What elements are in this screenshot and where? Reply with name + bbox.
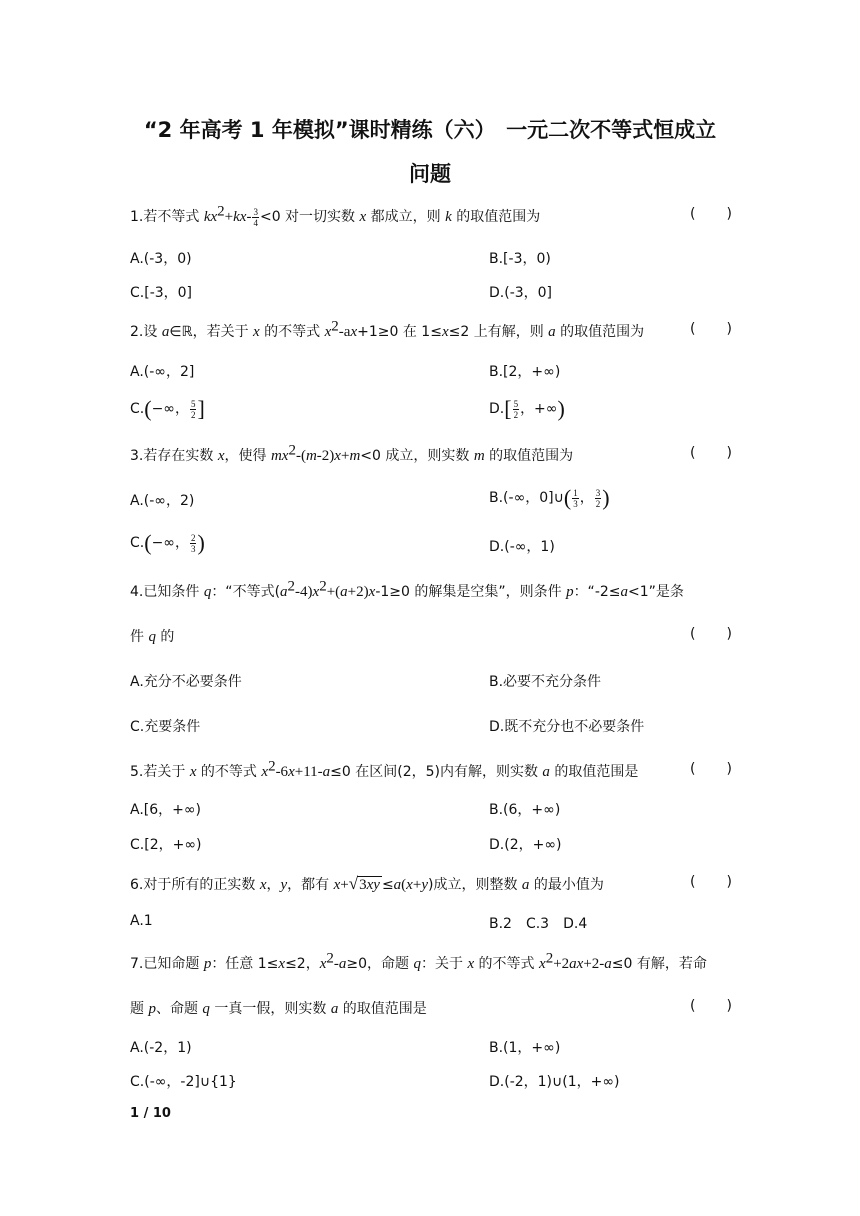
question-1: 1.若不等式 $kx^2+kx-$ $\frac{3}{4}$ <0 对一切实数 x 都成立，则 k 的取值范围为 ( ) [130, 203, 732, 228]
sqrt-sign: √ [348, 874, 359, 893]
page-title-line-1: “2 年高考 1 年模拟”课时精练（六） 一元二次不等式恒成立 [143, 118, 717, 142]
q5-option-c: C.[2，+∞) [130, 837, 202, 853]
q4-option-a: A.充分不必要条件 [130, 674, 242, 690]
question-6: 6.对于所有的正实数 x，y，都有 x+√3xy ≤a(x+y)成立，则整数 a 的最小值为 ( ) [130, 874, 732, 893]
fraction-three-quarters: $\frac{3}{4}$ [253, 206, 258, 228]
question-7-line-2: 题 p、命题 q 一真一假，则实数 a 的取值范围是 ( ) [130, 998, 732, 1017]
q2-option-d: D.[ $\frac{5}{2}$ ，+∞) [489, 396, 565, 421]
q2-option-a: A.(-∞，2] [130, 364, 195, 380]
page-number: 1 / 10 [130, 1106, 171, 1121]
question-2: 2.设 a∈ℝ，若关于 x 的不等式 $x^2-ax+1\ge 0$ 在 1≤x≤2 上有解，则 a 的取值范围为 ( ) [130, 318, 732, 340]
question-4: 4.已知条件 q：“不等式$(a^2-4)x^2+(a+2)x-1\ge 0$ 的解集是空集”，则条件 p：“-2≤a<1”是条 [130, 578, 684, 600]
q1-option-b: B.[-3，0) [489, 251, 551, 267]
q7-option-c: C.(-∞，-2]∪{1} [130, 1074, 237, 1090]
q5-option-a: A.[6，+∞) [130, 802, 202, 818]
answer-blank: ( ) [690, 206, 732, 222]
page-title-line-2: 问题 [409, 162, 451, 186]
answer-blank: ( ) [690, 761, 732, 777]
q3-option-d: D.(-∞，1) [489, 539, 555, 555]
answer-blank: ( ) [690, 445, 732, 461]
question-7: 7.已知命题 p：任意 1≤x≤2，$x^2-a\ge 0$，命题 q：关于 x 的不等式 $x^2+2ax+2-a\le 0$ 有解，若命 [130, 950, 707, 972]
question-5: 5.若关于 x 的不等式 $x^2-6x+11-a\le 0$ 在区间(2，5)内有解，则实数 a 的取值范围是 ( ) [130, 758, 732, 780]
q5-option-b: B.(6，+∞) [489, 802, 561, 818]
q7-option-d: D.(-2，1)∪(1，+∞) [489, 1074, 620, 1090]
q7-option-a: A.(-2，1) [130, 1040, 192, 1056]
q4-option-c: C.充要条件 [130, 719, 201, 735]
answer-blank: ( ) [690, 998, 732, 1014]
q6-option-bcd: B.2 C.3 D.4 [489, 916, 588, 932]
q2-option-c: C.(−∞， $\frac{5}{2}$ ] [130, 396, 205, 421]
answer-blank: ( ) [690, 321, 732, 337]
answer-blank: ( ) [690, 874, 732, 890]
question-3: 3.若存在实数 x，使得 $mx^2-(m-2)x+m<0$ 成立，则实数 m 的取值范围为 ( ) [130, 442, 732, 464]
q1-option-d: D.(-3，0] [489, 285, 553, 301]
q4-option-d: D.既不充分也不必要条件 [489, 719, 645, 735]
sqrt-radicand: 3xy [359, 877, 380, 893]
answer-blank: ( ) [690, 626, 732, 642]
q6-option-a: A.1 [130, 913, 153, 929]
q1-option-a: A.(-3，0) [130, 251, 192, 267]
q1-option-c: C.[-3，0] [130, 285, 193, 301]
q2-option-b: B.[2，+∞) [489, 364, 561, 380]
q7-option-b: B.(1，+∞) [489, 1040, 561, 1056]
q3-option-c: C.(−∞， $\frac{2}{3}$ ) [130, 530, 205, 555]
q3-option-b: B.(-∞，0]∪( $\frac{1}{3}$ ， $\frac{3}{2}$ ) [489, 485, 610, 510]
question-4-line-2: 件 q 的 ( ) [130, 626, 732, 645]
q5-option-d: D.(2，+∞) [489, 837, 562, 853]
q3-option-a: A.(-∞，2) [130, 493, 195, 509]
q4-option-b: B.必要不充分条件 [489, 674, 602, 690]
